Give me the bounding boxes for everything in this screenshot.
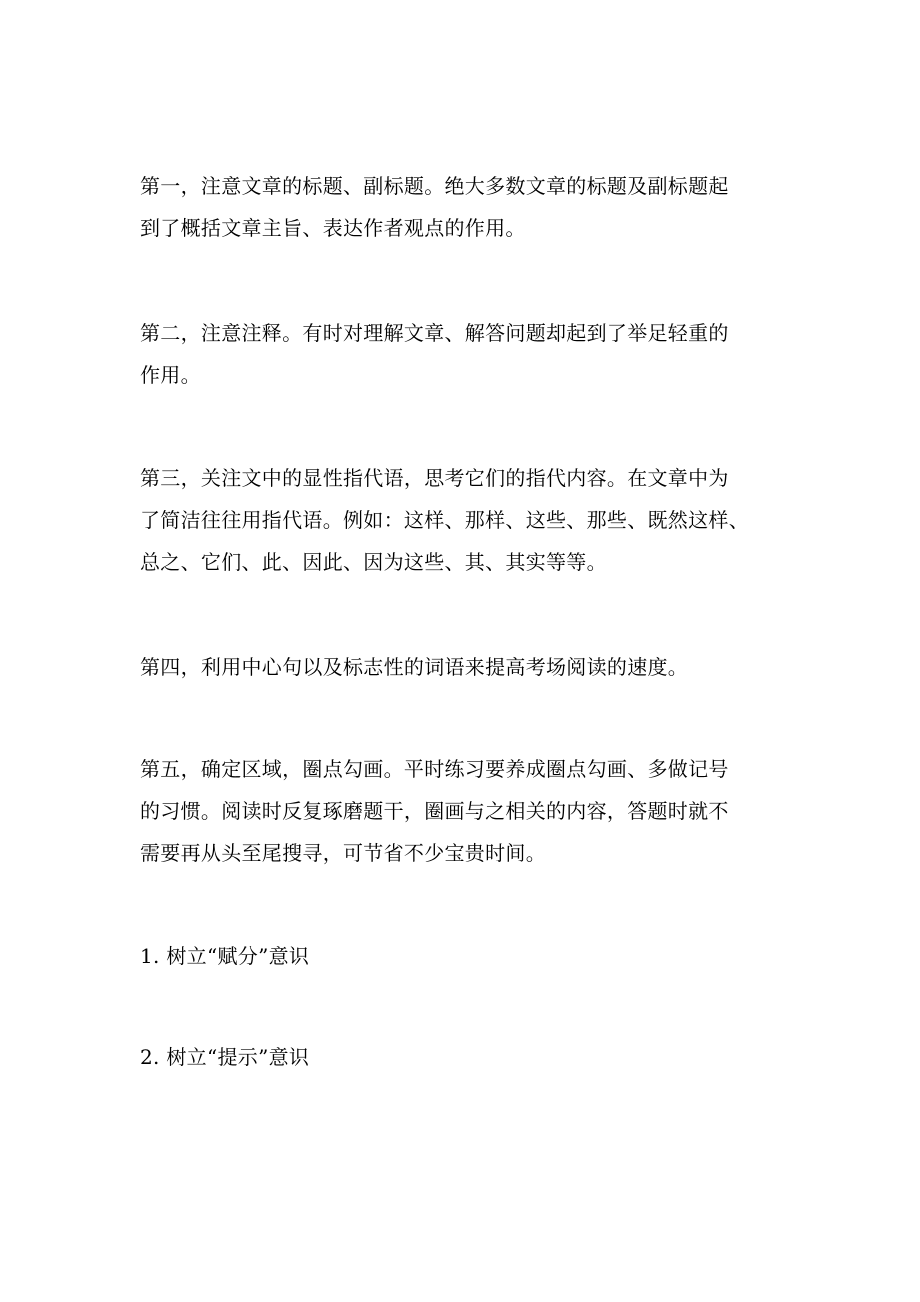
paragraph-line: 第五，确定区域，圈点勾画。平时练习要养成圈点勾画、多做记号 — [140, 757, 729, 781]
list-item-text: 1. 树立“赋分”意识 — [140, 944, 310, 968]
paragraph-first-title-tip — [140, 165, 790, 249]
paragraph-line: 第二，注意注释。有时对理解文章、解答问题却起到了举足轻重的 — [140, 321, 729, 345]
paragraph-line: 总之、它们、此、因此、因为这些、其、其实等等。 — [140, 550, 607, 574]
paragraph-line: 作用。 — [140, 363, 201, 387]
paragraph-line: 到了概括文章主旨、表达作者观点的作用。 — [140, 216, 526, 240]
paragraph-line: 了简洁往往用指代语。例如：这样、那样、这些、那些、既然这样、 — [140, 508, 749, 532]
list-item-scoring-awareness — [140, 935, 790, 977]
paragraph-line: 需要再从头至尾搜寻，可节省不少宝贵时间。 — [140, 841, 546, 865]
paragraph-third-pronoun-tip — [140, 457, 790, 583]
paragraph-fifth-marking-tip — [140, 748, 790, 874]
paragraph-line: 第三，关注文中的显性指代语，思考它们的指代内容。在文章中为 — [140, 466, 729, 490]
paragraph-line: 的习惯。阅读时反复琢磨题干，圈画与之相关的内容，答题时就不 — [140, 799, 729, 823]
paragraph-second-annotation-tip — [140, 312, 790, 396]
list-item-text: 2. 树立“提示”意识 — [140, 1045, 310, 1069]
paragraph-line: 第四，利用中心句以及标志性的词语来提高考场阅读的速度。 — [140, 655, 689, 679]
paragraph-fourth-key-sentence-tip — [140, 646, 790, 688]
list-item-hint-awareness — [140, 1036, 790, 1078]
paragraph-line: 第一，注意文章的标题、副标题。绝大多数文章的标题及副标题起 — [140, 174, 729, 198]
